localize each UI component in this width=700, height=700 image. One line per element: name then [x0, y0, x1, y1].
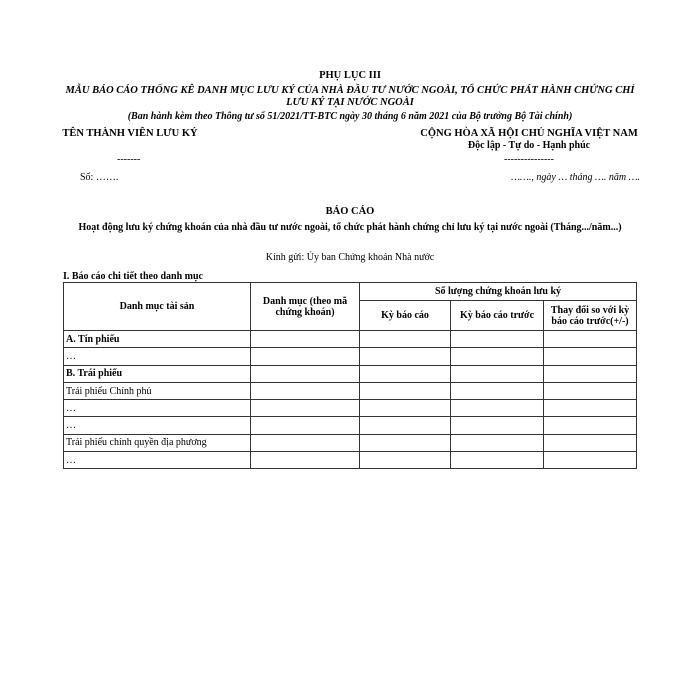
empty-cell: [251, 382, 360, 399]
table-body: [64, 331, 637, 469]
empty-cell: [544, 400, 637, 417]
header-change: Thay đổi so với kỳ báo cáo trước(+/-): [544, 301, 637, 331]
empty-cell: [544, 348, 637, 365]
row-label: …: [64, 348, 251, 365]
empty-cell: [251, 452, 360, 469]
row-label: A. Tín phiếu: [64, 331, 251, 348]
empty-cell: [451, 434, 544, 451]
form-title: MẪU BÁO CÁO THỐNG KÊ DANH MỤC LƯU KÝ CỦA NHÀ ĐẦU TƯ NƯỚC NGOÀI, TỔ CHỨC PHÁT HÀNH CHỨNG CHỈ LƯU KÝ TẠI NƯỚC NGOÀI: [65, 85, 635, 108]
empty-cell: [360, 382, 451, 399]
empty-cell: [251, 348, 360, 365]
national-motto: Độc lập - Tự do - Hạnh phúc: [467, 140, 591, 151]
empty-cell: [360, 348, 451, 365]
row-label: …: [64, 400, 251, 417]
row-label: Trái phiếu chính quyền địa phương: [64, 434, 251, 451]
header-prev-period: Kỳ báo cáo trước: [451, 301, 544, 331]
empty-cell: [360, 365, 451, 382]
empty-cell: [451, 331, 544, 348]
left-dashes: -------: [117, 154, 141, 165]
report-subtitle: Hoạt động lưu ký chứng khoán của nhà đầu tư nước ngoài, tổ chức phát hành chứng chỉ lưu ký tại nước ngoài (Tháng.../năm...): [78, 222, 622, 233]
appendix-title: PHỤ LỤC III: [319, 70, 381, 81]
table-row: [64, 417, 637, 434]
empty-cell: [360, 417, 451, 434]
nation-name: CỘNG HÒA XÃ HỘI CHỦ NGHĨA VIỆT NAM: [420, 128, 638, 139]
empty-cell: [360, 452, 451, 469]
table-row: [64, 400, 637, 417]
empty-cell: [451, 417, 544, 434]
header-quantity-group: Số lượng chứng khoán lưu ký: [360, 283, 637, 301]
table-row: [64, 331, 637, 348]
empty-cell: [360, 434, 451, 451]
table-row: [64, 382, 637, 399]
table-row: [64, 348, 637, 365]
row-label: …: [64, 452, 251, 469]
date-line: ……., ngày … tháng …. năm ….: [511, 172, 640, 183]
empty-cell: [251, 331, 360, 348]
empty-cell: [451, 400, 544, 417]
empty-cell: [451, 365, 544, 382]
row-label: …: [64, 417, 251, 434]
empty-cell: [451, 348, 544, 365]
empty-cell: [544, 382, 637, 399]
right-dashes: ---------------: [504, 154, 554, 165]
recipient-line: Kính gửi: Ủy ban Chứng khoán Nhà nước: [265, 252, 435, 263]
empty-cell: [360, 400, 451, 417]
detail-table: [63, 282, 637, 469]
header-security-code: Danh mục (theo mã chứng khoán): [251, 283, 360, 331]
empty-cell: [451, 382, 544, 399]
empty-cell: [544, 365, 637, 382]
empty-cell: [251, 400, 360, 417]
empty-cell: [544, 417, 637, 434]
empty-cell: [251, 365, 360, 382]
empty-cell: [251, 417, 360, 434]
section-title: I. Báo cáo chi tiết theo danh mục: [63, 271, 203, 282]
row-label: Trái phiếu Chính phủ: [64, 382, 251, 399]
report-heading: BÁO CÁO: [325, 206, 375, 217]
document-number: Số: …….: [80, 172, 119, 183]
header-asset-category: Danh mục tài sản: [64, 283, 251, 331]
issuance-note: (Ban hành kèm theo Thông tư số 51/2021/TT-BTC ngày 30 tháng 6 năm 2021 của Bộ trưởng Bộ Tài chính): [127, 111, 573, 122]
table-row: [64, 365, 637, 382]
empty-cell: [251, 434, 360, 451]
table-row: [64, 452, 637, 469]
empty-cell: [544, 434, 637, 451]
header-this-period: Kỳ báo cáo: [360, 301, 451, 331]
empty-cell: [360, 331, 451, 348]
empty-cell: [451, 452, 544, 469]
member-name: TÊN THÀNH VIÊN LƯU KÝ: [62, 128, 198, 139]
row-label: B. Trái phiếu: [64, 365, 251, 382]
empty-cell: [544, 452, 637, 469]
table-row: [64, 434, 637, 451]
empty-cell: [544, 331, 637, 348]
